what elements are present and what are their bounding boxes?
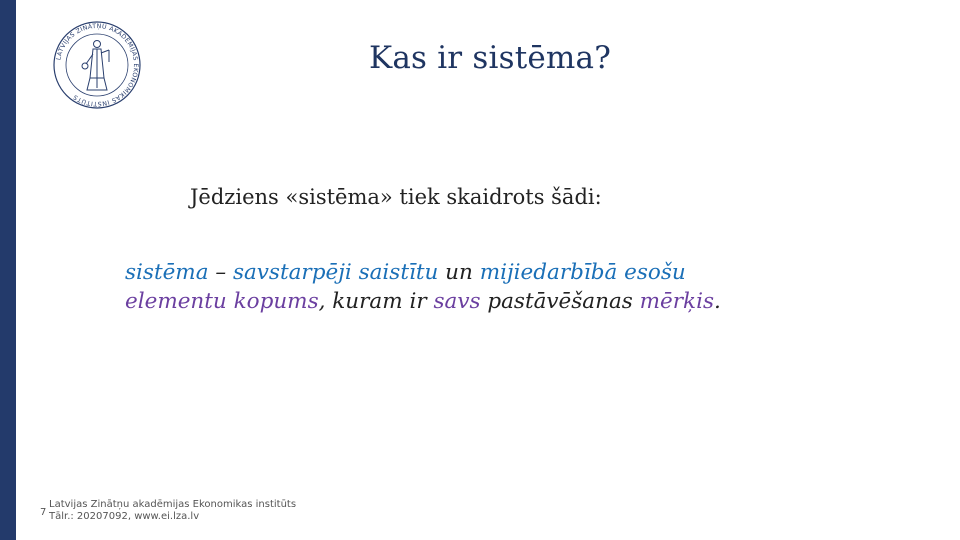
definition-segment: , kuram ir — [318, 289, 434, 314]
definition-segment: mijiedarbībā — [479, 260, 618, 285]
definition-segment: elementu kopums — [125, 289, 319, 314]
definition-segment — [352, 260, 359, 285]
definition-segment: mērķis — [639, 289, 714, 314]
slide-title: Kas ir sistēma? — [368, 40, 612, 76]
seal-ring-text: LATVIJAS ZINĀTŅU AKADĒMIJAS EKONOMIKAS INSTITŪTS — [55, 22, 140, 108]
definition-segment: sistēma — [125, 260, 209, 285]
footer-line-1: Latvijas Zinātņu akadēmijas Ekonomikas institūts — [49, 499, 297, 510]
definition-line-1 — [125, 258, 865, 287]
slide-subtitle: Jēdziens «sistēma» tiek skaidrots šādi: — [190, 185, 602, 209]
definition-segment: savs — [433, 289, 481, 314]
left-accent-bar — [0, 0, 16, 540]
definition-segment: esošu — [624, 260, 686, 285]
definition-segment: pastāvēšanas — [480, 289, 640, 314]
definition-segment: savstarpēji — [232, 260, 352, 285]
institute-seal-logo — [52, 20, 142, 110]
institute-seal-icon — [52, 20, 142, 110]
footer-line-2: Tālr.: 20207092, www.ei.lza.lv — [49, 511, 200, 522]
definition-segment: saistītu — [358, 260, 439, 285]
definition-segment: un — [438, 260, 480, 285]
definition-text — [125, 258, 865, 316]
definition-segment: . — [714, 289, 721, 314]
definition-line-2 — [125, 287, 865, 316]
page-number: 7 — [40, 507, 47, 518]
footer — [40, 499, 296, 523]
definition-segment: – — [208, 260, 233, 285]
